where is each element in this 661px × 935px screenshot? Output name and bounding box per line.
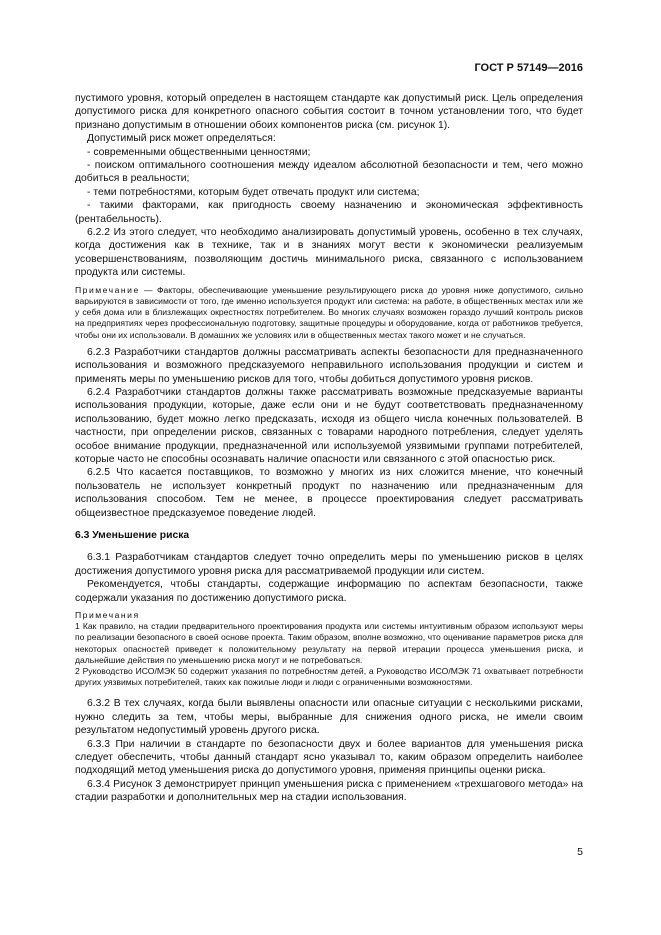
clause-6-3-3: 6.3.3 При наличии в стандарте по безопасности двух и более вариантов для уменьшения риска следует обеспечить, чтобы данный стандарт ясно указывал то, каким образом определить наиболее подходящий метод уменьшения риска до допустимого уровня, применяя принципы оценки риска. (75, 738, 583, 777)
list-item: - поиском оптимального соотношения между идеалом абсолютной безопасности и тем, чего можно добиться в реальности; (75, 160, 583, 185)
clause-6-3-1: 6.3.1 Разработчикам стандартов следует точно определить меры по уменьшению рисков в целях достижения допустимого уровня риска для рассматриваемой продукции или систем. (75, 552, 583, 577)
note (75, 285, 583, 341)
paragraph: пустимого уровня, который определен в настоящем стандарте как допустимый риск. Цель определения допустимого риска для конкретного опасного события состоит в точном установлении того, что будет признано допустимым в отношении обоих компонентов риска (см. рисунок 1). (75, 93, 583, 131)
note-item: 1 Как правило, на стадии предварительного проектирования продукта или системы интуитивным образом используют меры по реализации безопасного в своей основе проекта. Таким образом, вполне возможно, что оценивание параметров риска для некоторых опасностей приведет к положительному результату на первой итерации процесса уменьшения риска, и дальнейшие действия по уменьшению риска могут и не потребоваться. (75, 621, 583, 665)
clause-6-3-4: 6.3.4 Рисунок 3 демонстрирует принцип уменьшения риска с применением «трехшагового метода» на стадии разработки и дополнительных мер на стадии использования. (75, 778, 583, 804)
clause-6-2-4: 6.2.4 Разработчики стандартов должны также рассматривать возможные предсказуемые варианты использования продукции, которые, даже если они и не будут соответствовать предназначенному использованию, будет можно легко предсказать, исходя из общего числа конечных пользователей. В частности, при определении рисков, связанных с товарами народного потребления, следует уделять особое внимание продукции, предназначенной или используемой уязвимыми группами потребителей, которые часто не способны осознавать наличие опасности или связанного с этой опасностью риск. (75, 386, 583, 465)
clause-6-2-5: 6.2.5 Что касается поставщиков, то возможно у многих из них сложится мнение, что конечный пользователь не использует конкретный продукт по назначению или предназначенным для использования способом. Тем не менее, в процессе проектирования следует рассматривать общеизвестное предсказуемое поведение людей. (75, 467, 583, 519)
notes-label: Примечания (75, 610, 140, 621)
paragraph: Допустимый риск может определяться: (87, 133, 276, 145)
paragraph: Рекомендуется, чтобы стандарты, содержащие информацию по аспектам безопасности, также содержали указания по достижению допустимого риска. (75, 579, 583, 604)
list-item: - теми потребностями, которым будет отвечать продукт или система; (87, 186, 420, 198)
clause-6-2-3: 6.2.3 Разработчики стандартов должны рассматривать аспекты безопасности для предназначенного использования и возможного предсказуемого неправильного использования продукции и систем и применять меры по уменьшению рисков для того, чтобы добиться допустимого уровня рисков. (75, 346, 583, 385)
section-heading: 6.3 Уменьшение риска (75, 529, 190, 541)
note-label: Примечание (75, 284, 140, 295)
list-item: - такими факторами, как пригодность своему назначению и экономическая эффективность (рентабельность). (75, 200, 583, 225)
document-header: ГОСТ Р 57149—2016 (474, 62, 583, 74)
page-number: 5 (577, 846, 583, 858)
list-item: - современными общественными ценностями; (87, 146, 311, 158)
document-body (75, 92, 583, 805)
note-item: 2 Руководство ИСО/МЭК 50 содержит указания по потребностям детей, а Руководство ИСО/МЭК 71 охватывает потребности других уязвимых потребителей, таких как пожилые люди и люди с ограниченными возможностями. (75, 666, 583, 688)
clause-6-2-2: 6.2.2 Из этого следует, что необходимо анализировать допустимый уровень, особенно в тех случаях, когда достижения как в технике, так и в знаниях могут вести к экономически реализуемым усовершенствованиям, позволяющим достичь минимального риска, связанного с использованием продукта или системы. (75, 227, 583, 279)
note-text: — Факторы, обеспечивающие уменьшение результирующего риска до уровня ниже допустимого, сильно варьируются в зависимости от того, где именно используется продукт или система: на работе, в общественных местах или же у себя дома или в близлежащих окрестностях потребителем. Во многих случаях возможен гораздо лучший контроль рисков на предприятиях через профессиональную подготовку, защитные процедуры и оборудование, когда от работников требуется, чтобы они их использовали. В домашних же условиях или в общественных местах такого может и не случаться. (75, 284, 583, 340)
clause-6-3-2: 6.3.2 В тех случаях, когда были выявлены опасности или опасные ситуации с несколькими рисками, нужно следить за тем, чтобы меры, выбранные для снижения одного риска, не имели своим результатом недопустимый уровень другого риска. (75, 698, 583, 737)
